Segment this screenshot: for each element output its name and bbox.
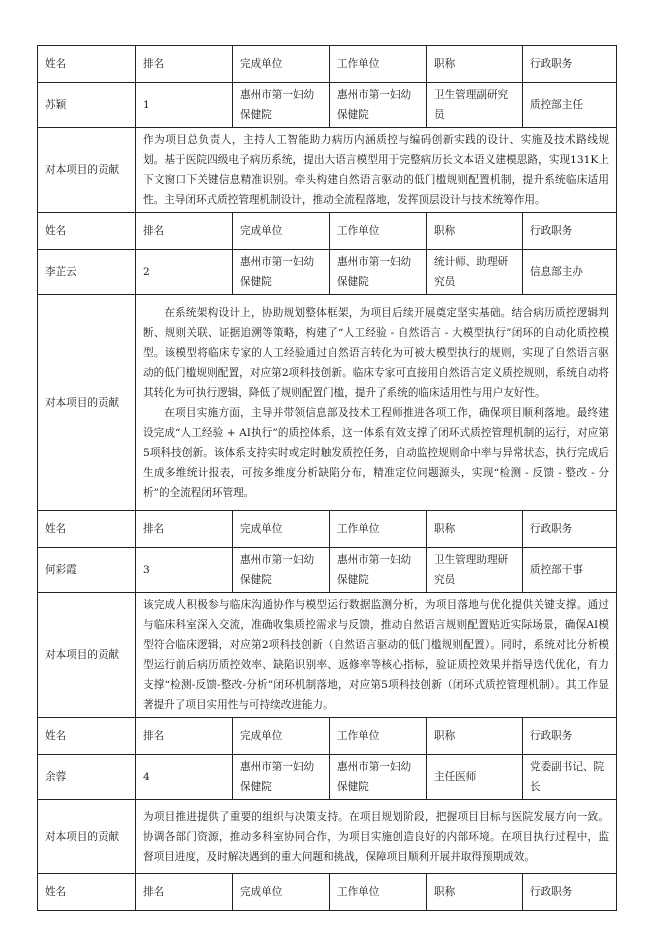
header-unit: 完成单位	[233, 213, 330, 250]
person-name: 苏颖	[38, 83, 136, 128]
contribution-row	[38, 295, 617, 511]
contribution-row	[38, 800, 617, 874]
header-unit: 完成单位	[233, 718, 330, 755]
header-row	[38, 46, 617, 83]
person-workplace: 惠州市第一妇幼保健院	[330, 548, 427, 593]
header-unit: 完成单位	[233, 511, 330, 548]
person-workplace: 惠州市第一妇幼保健院	[330, 755, 427, 800]
contribution-paragraph: 该完成人积极参与临床沟通协作与模型运行数据监测分析，为项目落地与优化提供关键支撑。通过与临床科室深入交流，准确收集质控需求与反馈，推动自然语言规则配置贴近实际场景，确保AI模型符合临床逻辑，对应第2项科技创新（自然语言驱动的低门槛规则配置）。同时，系统对比分析模型运行前后病历质控效率、缺陷识别率、返修率等核心指标，验证质控效果并指导迭代优化，有力支撑“检测-反馈-整改-分析”闭环机制落地，对应第5项科技创新（闭环式质控管理机制）。其工作显著提升了项目实用性与可持续改进能力。	[143, 599, 609, 711]
header-name: 姓名	[38, 46, 136, 83]
contribution-text	[136, 128, 617, 213]
person-rank: 2	[136, 250, 233, 295]
header-row	[38, 511, 617, 548]
header-row	[38, 874, 617, 911]
contribution-paragraph: 在系统架构设计上，协助规划整体框架，为项目后续开展奠定坚实基础。结合病历质控逻辑判断、规则关联、证据追溯等策略，构建了“人工经验 - 自然语言 - 大模型执行”闭环的自动化质控模型。该模型将临床专家的人工经验通过自然语言转化为可被大模型执行的规则，实现了自然语言驱动的低门槛规则配置，对应第2项科技创新。临床专家可直接用自然语言定义质控规则，系统自动将其转化为可执行逻辑，降低了规则配置门槛，提升了系统的临床适用性与用户友好性。	[143, 306, 609, 399]
person-row	[38, 250, 617, 295]
header-workplace: 工作单位	[330, 718, 427, 755]
contribution-paragraph: 作为项目总负责人，主持人工智能助力病历内涵质控与编码创新实践的设计、实施及技术路线规划。基于医院四级电子病历系统，提出大语言模型用于完整病历长文本语义建模思路，实现131K上下文窗口下关键信息精准识别。牵头构建自然语言驱动的低门槛规则配置机制，提升系统临床适用性。主导闭环式质控管理机制设计，推动全流程落地，发挥顶层设计与技术统筹作用。	[143, 134, 609, 206]
person-unit: 惠州市第一妇幼保健院	[233, 755, 330, 800]
header-row	[38, 718, 617, 755]
header-workplace: 工作单位	[330, 511, 427, 548]
header-rank: 排名	[136, 511, 233, 548]
person-title: 统计师、助理研究员	[427, 250, 523, 295]
person-rank: 1	[136, 83, 233, 128]
person-position: 信息部主办	[523, 250, 617, 295]
header-title: 职称	[427, 213, 523, 250]
header-rank: 排名	[136, 718, 233, 755]
header-title: 职称	[427, 46, 523, 83]
contribution-paragraph: 为项目推进提供了重要的组织与决策支持。在项目规划阶段，把握项目目标与医院发展方向一致。协调各部门资源，推动多科室协同合作，为项目实施创造良好的内部环境。在项目执行过程中，监督项目进度，及时解决遇到的重大问题和挑战，保障项目顺利开展并取得预期成效。	[143, 810, 609, 863]
person-title: 主任医师	[427, 755, 523, 800]
contribution-row	[38, 128, 617, 213]
header-title: 职称	[427, 718, 523, 755]
contribution-text	[136, 800, 617, 874]
header-position: 行政职务	[523, 718, 617, 755]
contribution-text	[136, 593, 617, 718]
header-row	[38, 213, 617, 250]
header-workplace: 工作单位	[330, 46, 427, 83]
header-workplace: 工作单位	[330, 213, 427, 250]
person-name: 余蓉	[38, 755, 136, 800]
header-title: 职称	[427, 874, 523, 911]
contribution-paragraph: 在项目实施方面，主导并带领信息部及技术工程师推进各项工作，确保项目顺利落地。最终建设完成“人工经验 + AI执行”的质控体系，这一体系有效支撑了闭环式质控管理机制的运行，对应第5项科技创新。该体系支持实时或定时触发质控任务，自动监控规则命中率与异常状态，执行完成后生成多维统计报表，可按多维度分析缺陷分布，精准定位问题源头，实现“检测 - 反馈 - 整改 - 分析”的全流程闭环管理。	[143, 406, 609, 499]
person-position: 党委副书记、院长	[523, 755, 617, 800]
header-rank: 排名	[136, 46, 233, 83]
contributors-table	[37, 45, 617, 911]
person-name: 何彩霞	[38, 548, 136, 593]
contribution-label: 对本项目的贡献	[38, 800, 136, 874]
header-rank: 排名	[136, 213, 233, 250]
person-position: 质控部干事	[523, 548, 617, 593]
header-rank: 排名	[136, 874, 233, 911]
person-workplace: 惠州市第一妇幼保健院	[330, 83, 427, 128]
person-rank: 3	[136, 548, 233, 593]
header-position: 行政职务	[523, 511, 617, 548]
contribution-label: 对本项目的贡献	[38, 128, 136, 213]
person-name: 李芷云	[38, 250, 136, 295]
person-row	[38, 83, 617, 128]
person-row	[38, 755, 617, 800]
person-position: 质控部主任	[523, 83, 617, 128]
contribution-label: 对本项目的贡献	[38, 593, 136, 718]
header-title: 职称	[427, 511, 523, 548]
header-name: 姓名	[38, 213, 136, 250]
person-row	[38, 548, 617, 593]
contribution-row	[38, 593, 617, 718]
person-unit: 惠州市第一妇幼保健院	[233, 548, 330, 593]
contribution-text	[136, 295, 617, 511]
person-rank: 4	[136, 755, 233, 800]
header-position: 行政职务	[523, 46, 617, 83]
header-unit: 完成单位	[233, 874, 330, 911]
header-position: 行政职务	[523, 874, 617, 911]
contribution-label: 对本项目的贡献	[38, 295, 136, 511]
header-workplace: 工作单位	[330, 874, 427, 911]
header-unit: 完成单位	[233, 46, 330, 83]
person-workplace: 惠州市第一妇幼保健院	[330, 250, 427, 295]
header-name: 姓名	[38, 511, 136, 548]
header-position: 行政职务	[523, 213, 617, 250]
person-unit: 惠州市第一妇幼保健院	[233, 250, 330, 295]
person-unit: 惠州市第一妇幼保健院	[233, 83, 330, 128]
header-name: 姓名	[38, 718, 136, 755]
header-name: 姓名	[38, 874, 136, 911]
person-title: 卫生管理副研究员	[427, 83, 523, 128]
person-title: 卫生管理助理研究员	[427, 548, 523, 593]
